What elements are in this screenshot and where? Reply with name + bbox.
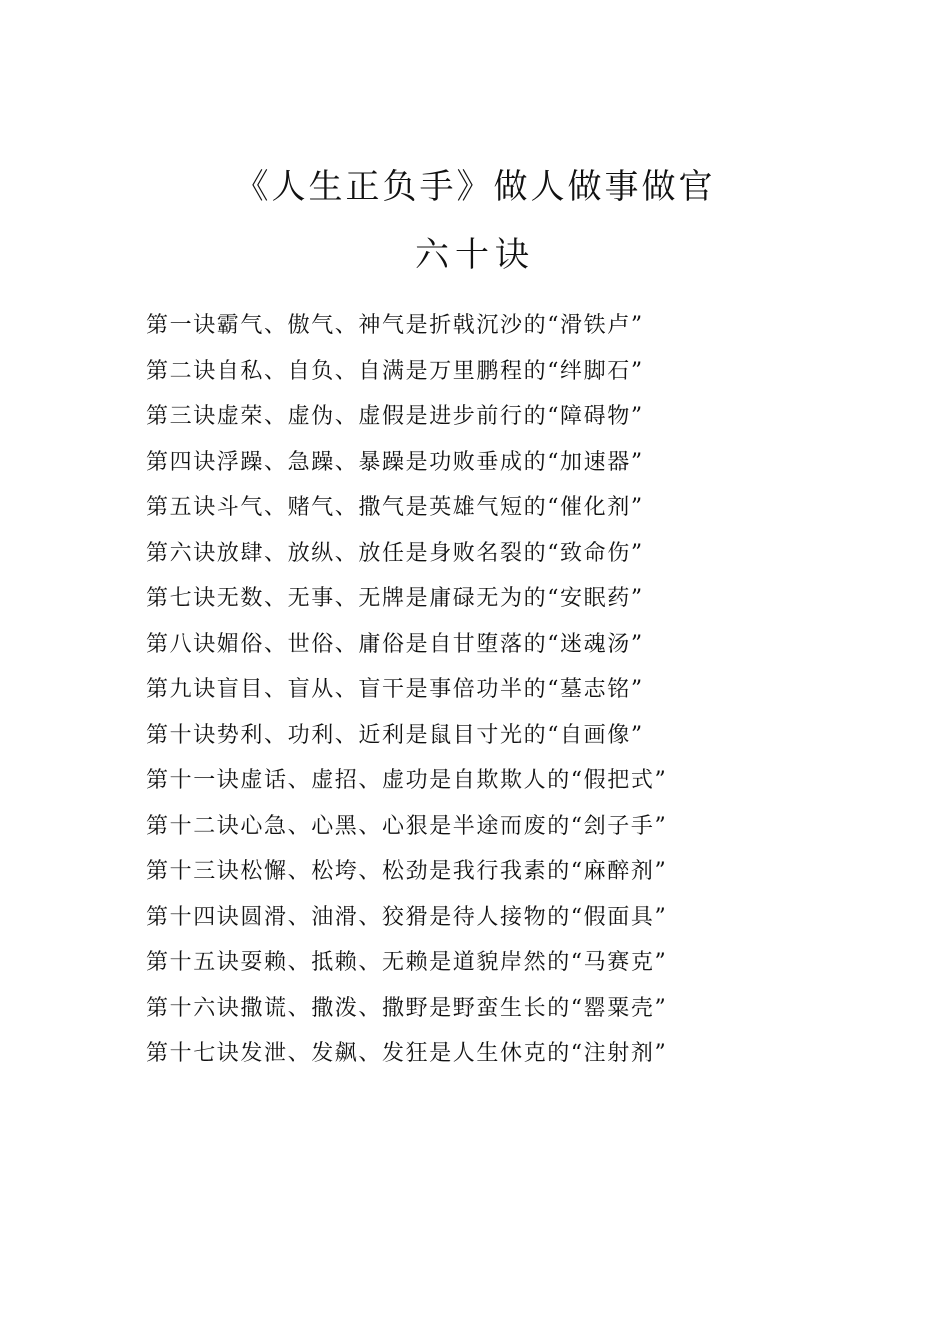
list-item: 第二诀自私、自负、自满是万里鹏程的“绊脚石”	[146, 358, 644, 384]
list-item: 第三诀虚荣、虚伪、虚假是进步前行的“障碍物”	[146, 404, 644, 429]
list-item: 第八诀媚俗、世俗、庸俗是自甘堕落的“迷魂汤”	[146, 631, 644, 657]
document-subtitle: 六十诀	[415, 235, 535, 275]
list-item: 第十三诀松懈、松垮、松劲是我行我素的“麻醉剂”	[146, 859, 668, 884]
list-item: 第六诀放肆、放纵、放任是身败名裂的“致命伤”	[146, 540, 644, 566]
list-item: 第十诀势利、功利、近利是鼠目寸光的“自画像”	[146, 722, 644, 748]
list-item: 第一诀霸气、傲气、神气是折戟沉沙的“滑铁卢”	[146, 313, 644, 338]
list-item: 第十六诀撒谎、撒泼、撒野是野蛮生长的“罂粟壳”	[146, 995, 668, 1021]
list-item: 第十二诀心急、心黑、心狠是半途而废的“刽子手”	[146, 813, 668, 839]
list-item: 第十四诀圆滑、油滑、狡猾是待人接物的“假面具”	[146, 904, 668, 930]
list-item: 第九诀盲目、盲从、盲干是事倍功半的“墓志铭”	[146, 677, 644, 702]
list-item: 第十五诀耍赖、抵赖、无赖是道貌岸然的“马赛克”	[146, 950, 668, 975]
document-title: 《人生正负手》做人做事做官	[234, 167, 716, 207]
list-item: 第十一诀虚话、虚招、虚功是自欺欺人的“假把式”	[146, 768, 668, 793]
maxim-list	[146, 303, 866, 1077]
list-item: 第五诀斗气、赌气、撒气是英雄气短的“催化剂”	[146, 495, 644, 520]
list-item: 第七诀无数、无事、无牌是庸碌无为的“安眠药”	[146, 586, 644, 611]
list-item: 第四诀浮躁、急躁、暴躁是功败垂成的“加速器”	[146, 449, 644, 475]
list-item: 第十七诀发泄、发飙、发狂是人生休克的“注射剂”	[146, 1041, 668, 1066]
